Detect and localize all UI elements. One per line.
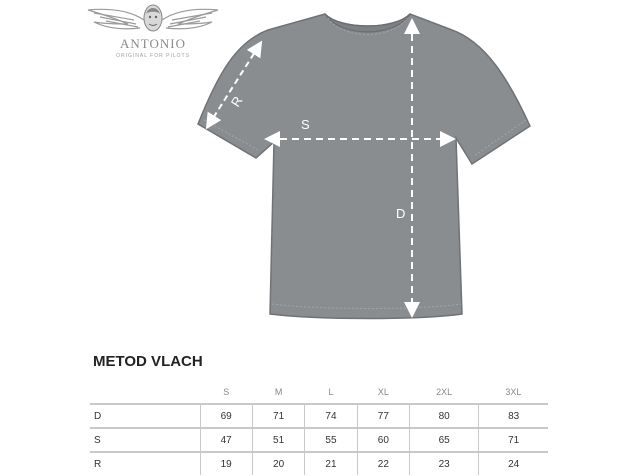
table-cell: 65 <box>410 428 479 452</box>
table-cell: 83 <box>479 404 548 428</box>
row-label: S <box>90 428 200 452</box>
header-size: M <box>274 386 283 397</box>
row-label: D <box>90 404 200 428</box>
tshirt-body <box>198 14 530 319</box>
size-table-title: METOD VLACH <box>93 353 203 370</box>
header-size: S <box>223 386 230 397</box>
length-label: D <box>396 206 406 221</box>
table-cell: 69 <box>200 404 252 428</box>
table-cell: 80 <box>410 404 479 428</box>
chest-label: S <box>301 117 310 132</box>
size-table-header <box>90 380 548 404</box>
header-size: XL <box>377 386 389 397</box>
tshirt-icon <box>190 8 540 328</box>
sleeve-label: R <box>227 93 246 110</box>
table-cell: 47 <box>200 428 252 452</box>
header-size: 2XL <box>436 386 453 397</box>
table-row <box>90 428 548 452</box>
table-cell: 60 <box>357 428 409 452</box>
table-cell: 77 <box>357 404 409 428</box>
tshirt-diagram <box>190 8 540 328</box>
brand-name: ANTONIO <box>120 36 186 51</box>
table-cell: 71 <box>252 404 304 428</box>
table-row <box>90 404 548 428</box>
size-table <box>90 380 548 475</box>
table-cell: 22 <box>357 452 409 475</box>
table-cell: 23 <box>410 452 479 475</box>
table-cell: 51 <box>252 428 304 452</box>
table-cell: 19 <box>200 452 252 475</box>
header-size: 3XL <box>505 386 522 397</box>
table-cell: 24 <box>479 452 548 475</box>
table-cell: 71 <box>479 428 548 452</box>
table-cell: 21 <box>305 452 357 475</box>
header-size: L <box>328 386 334 397</box>
table-cell: 55 <box>305 428 357 452</box>
row-label: R <box>90 452 200 475</box>
header-empty <box>90 380 200 404</box>
table-cell: 74 <box>305 404 357 428</box>
table-cell: 20 <box>252 452 304 475</box>
brand-tagline: ORIGINAL FOR PILOTS <box>116 53 190 59</box>
table-row <box>90 452 548 475</box>
